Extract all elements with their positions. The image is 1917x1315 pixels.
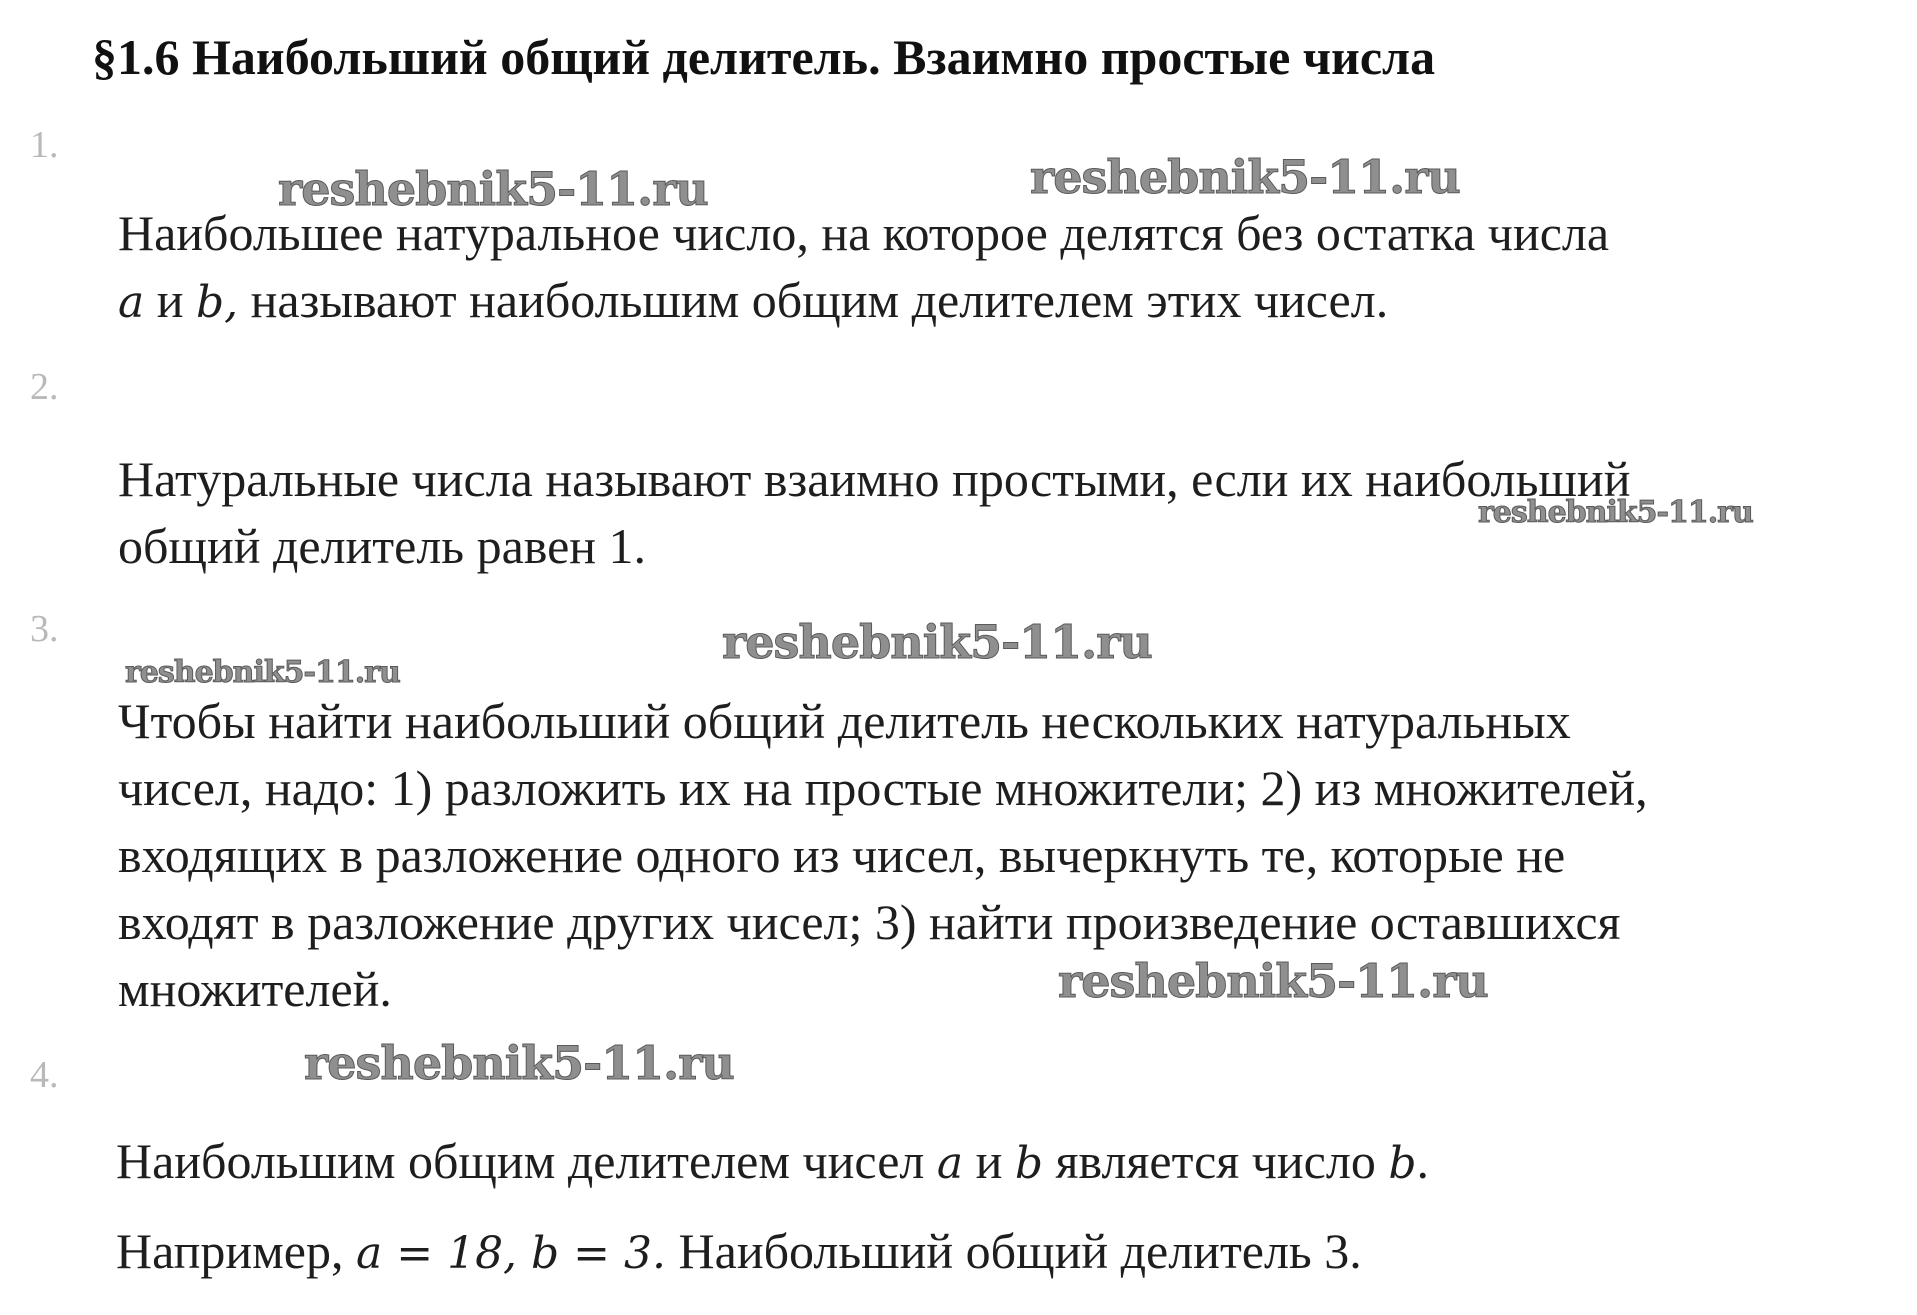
definition-gcd-line-2 [118,267,1609,336]
watermark-logo: reshebnik5-11.ru [1030,150,1460,204]
variable-a: a [936,1138,964,1189]
gcd-algorithm-line-4: входят в разложение других чисел; 3) найти произведение оставшихся [118,894,1621,950]
variable-b: b [1014,1138,1044,1189]
variable-a: a [118,277,145,328]
watermark-logo: reshebnik5-11.ru [125,655,400,690]
gcd-algorithm-line-5: множителей. [118,961,392,1017]
item-number-2: 2. [30,366,59,408]
item-number-4: 4. [30,1054,59,1096]
statement-pre: Наибольшим общим делителем чисел [116,1133,937,1189]
watermark-logo: reshebnik5-11.ru [304,1036,734,1090]
gcd-divisible-statement [116,1128,1429,1197]
definition-gcd-rest: называют наибольшим общим делителем этих чисел. [238,272,1389,328]
gcd-example [116,1218,1362,1287]
statement-mid: является число [1043,1133,1389,1189]
gcd-divisible-line [116,1128,1429,1197]
definition-gcd [118,200,1609,336]
section-title: §1.6 Наибольший общий делитель. Взаимно простые числа [92,29,1436,85]
example-pre: Например, [116,1223,356,1279]
watermark-logo: reshebnik5-11.ru [1058,954,1488,1008]
gcd-algorithm-line-3: входящих в разложение одного из чисел, вычеркнуть те, которые не [118,827,1566,883]
definition-gcd-line-1: Наибольшее натуральное число, на которое делятся без остатка числа [118,205,1610,261]
gcd-algorithm-line-1: Чтобы найти наибольший общий делитель нескольких натуральных [118,693,1571,749]
variable-b: b [1388,1138,1417,1189]
watermark-logo: reshebnik5-11.ru [1478,495,1753,530]
gcd-example-line [116,1218,1362,1287]
gcd-algorithm-line-2: чисел, надо: 1) разложить их на простые множители; 2) из множителей, [118,760,1648,816]
variable-b: b, [196,277,239,328]
item-number-3: 3. [30,608,59,650]
example-post: Наибольший общий делитель 3. [666,1223,1362,1279]
watermark-logo: reshebnik5-11.ru [722,615,1152,669]
conjunction: и [963,1133,1015,1189]
watermark-logo: reshebnik5-11.ru [278,162,708,216]
item-number-1: 1. [30,124,59,166]
definition-coprime [118,446,1630,580]
definition-coprime-line-1: Натуральные числа называют взаимно простыми, если их наибольший [118,451,1631,507]
conjunction: и [144,272,196,328]
statement-end: . [1416,1133,1429,1189]
example-equation: a = 18, b = 3. [356,1228,667,1279]
definition-coprime-line-2: общий делитель равен 1. [118,518,647,574]
